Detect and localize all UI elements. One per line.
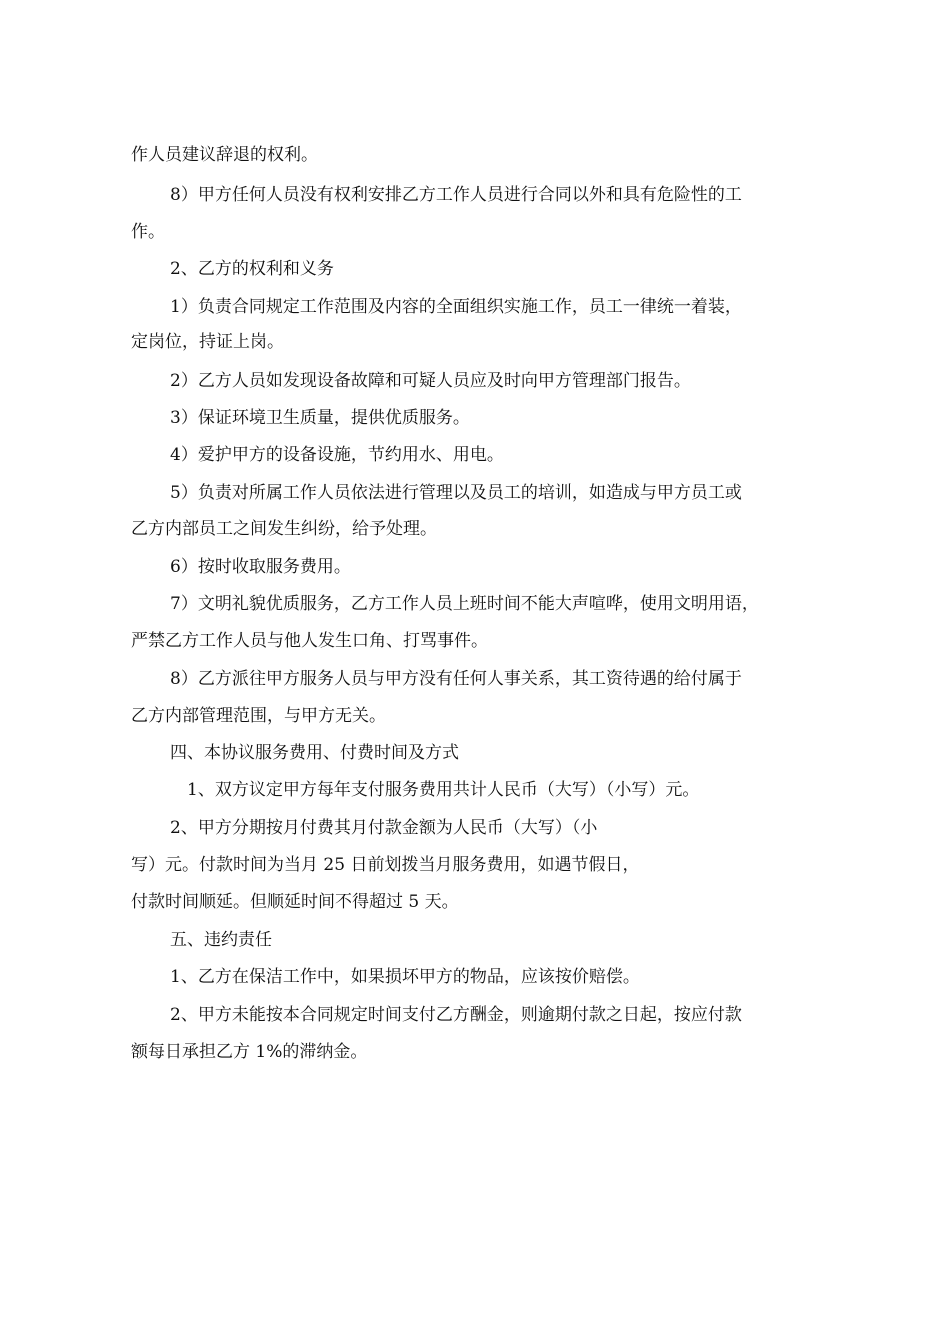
section-heading: 五、违约责任 — [170, 930, 272, 950]
text-line: 1、乙方在保洁工作中，如果损坏甲方的物品，应该按价赔偿。 — [170, 967, 640, 987]
text-line: 8）甲方任何人员没有权利安排乙方工作人员进行合同以外和具有危险性的工 — [170, 185, 742, 205]
text-line: 写）元。付款时间为当月 25 日前划拨当月服务费用，如遇节假日， — [131, 855, 640, 875]
text-line: 作。 — [131, 222, 165, 242]
text-line: 严禁乙方工作人员与他人发生口角、打骂事件。 — [131, 631, 488, 651]
text-line: 4）爱护甲方的设备设施，节约用水、用电。 — [170, 445, 504, 465]
text-line: 付款时间顺延。但顺延时间不得超过 5 天。 — [131, 892, 459, 912]
text-line: 7）文明礼貌优质服务，乙方工作人员上班时间不能大声喧哗，使用文明用语， — [170, 594, 759, 614]
text-line: 2、甲方分期按月付费其月付款金额为人民币（大写）（小 — [170, 818, 598, 838]
text-line: 作人员建议辞退的权利。 — [131, 145, 318, 165]
text-line: 乙方内部管理范围，与甲方无关。 — [131, 706, 386, 726]
text-line: 1、双方议定甲方每年支付服务费用共计人民币（大写）（小写）元。 — [187, 780, 700, 800]
text-line: 额每日承担乙方 1%的滞纳金。 — [131, 1042, 368, 1062]
section-heading: 四、本协议服务费用、付费时间及方式 — [170, 743, 459, 763]
text-line: 2、甲方未能按本合同规定时间支付乙方酬金，则逾期付款之日起，按应付款 — [170, 1005, 742, 1025]
text-line: 乙方内部员工之间发生纠纷，给予处理。 — [131, 519, 437, 539]
section-heading: 2、乙方的权利和义务 — [170, 259, 334, 279]
text-line: 3）保证环境卫生质量，提供优质服务。 — [170, 408, 470, 428]
text-line: 6）按时收取服务费用。 — [170, 557, 351, 577]
text-line: 8）乙方派往甲方服务人员与甲方没有任何人事关系，其工资待遇的给付属于 — [170, 669, 742, 689]
text-line: 5）负责对所属工作人员依法进行管理以及员工的培训，如造成与甲方员工或 — [170, 483, 742, 503]
text-line: 1）负责合同规定工作范围及内容的全面组织实施工作，员工一律统一着装， — [170, 297, 742, 317]
text-line: 定岗位，持证上岗。 — [131, 332, 284, 352]
text-line: 2）乙方人员如发现设备故障和可疑人员应及时向甲方管理部门报告。 — [170, 371, 691, 391]
